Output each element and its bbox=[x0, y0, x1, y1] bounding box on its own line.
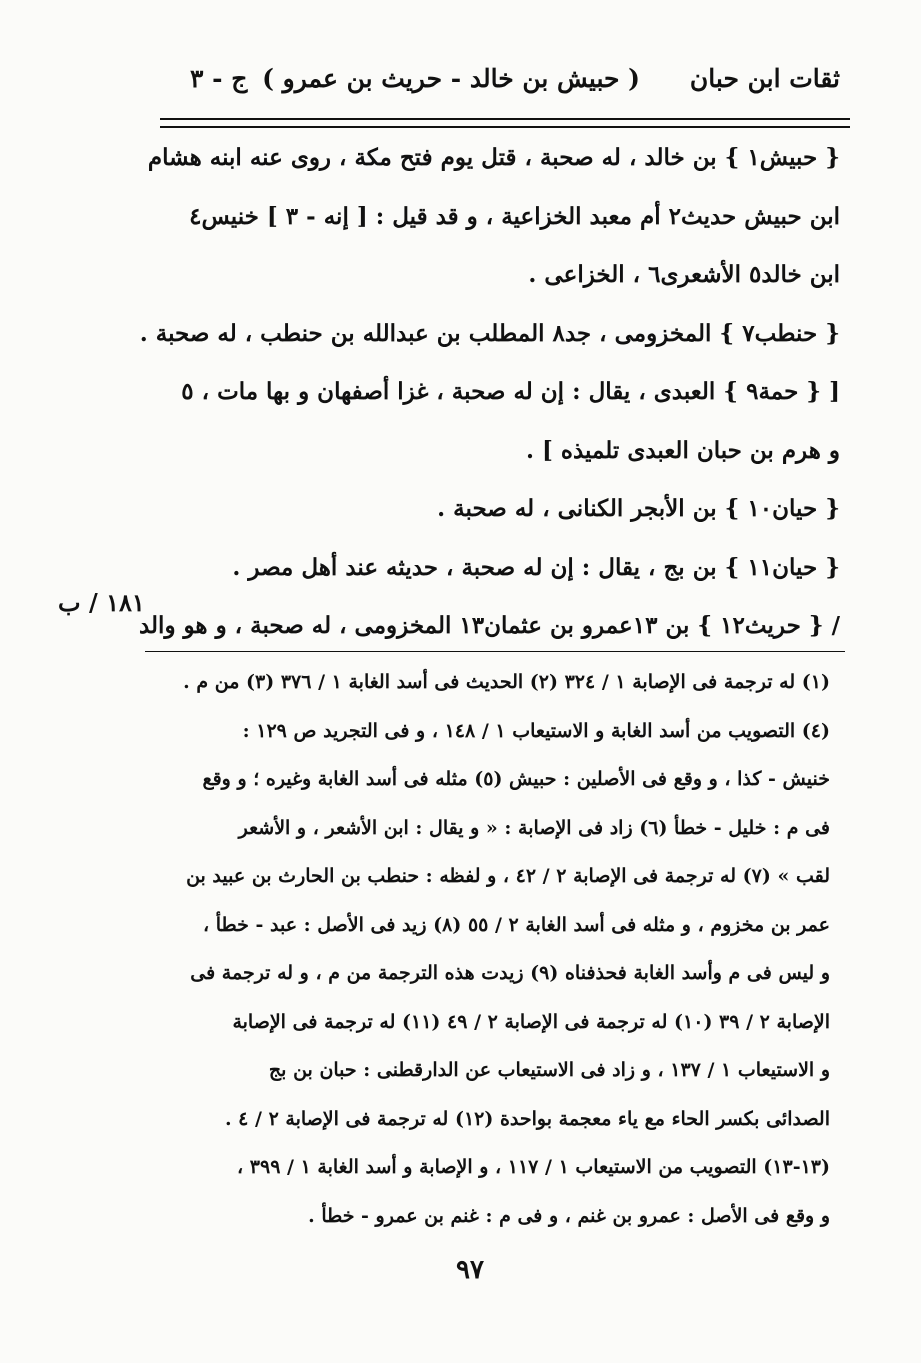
footnote-line: لقب » (٧) له ترجمة فى الإصابة ٢ / ٤٢ ، و لفظه : حنطب بن الحارث بن عبيد بن bbox=[186, 865, 830, 887]
footnote-line: (١٣-١٣) التصويب من الاستيعاب ١ / ١١٧ ، و الإصابة و أسد الغابة ١ / ٣٩٩ ، bbox=[237, 1156, 830, 1178]
footnote-line: الإصابة ٢ / ٣٩ (١٠) له ترجمة فى الإصابة ٢ / ٤٩ (١١) له ترجمة فى الإصابة bbox=[232, 1010, 830, 1033]
footnotes bbox=[160, 660, 830, 1242]
footnote-line: الصدائى بكسر الحاء مع ياء معجمة بواحدة (١٢) له ترجمة فى الإصابة ٢ / ٤ . bbox=[224, 1107, 830, 1130]
main-line: [ { حمة٩ } العبدى ، يقال : إن له صحبة ، غزا أصفهان و بها مات ، ٥ bbox=[181, 378, 840, 405]
footnote-line: خنيش - كذا ، و وقع فى الأصلين : حبيش (٥) مثله فى أسد الغابة وغيره ؛ و وقع bbox=[202, 768, 830, 790]
main-text bbox=[138, 132, 840, 659]
main-line: / { حريث١٢ } بن ١٣عمرو بن عثمان١٣ المخزومى ، له صحبة ، و هو والد bbox=[138, 612, 840, 639]
folio-marker: ١٨١ / ب bbox=[58, 588, 145, 617]
header-entry-range: ( حبيش بن خالد - حريث بن عمرو ) bbox=[262, 64, 640, 93]
main-line: { حيان١٠ } بن الأبجر الكنانى ، له صحبة . bbox=[437, 495, 840, 522]
main-line: و هرم بن حبان العبدى تلميذه ] . bbox=[526, 436, 840, 464]
main-line: { حبيش١ } بن خالد ، له صحبة ، قتل يوم فتح مكة ، روى عنه ابنه هشام bbox=[147, 144, 840, 171]
main-line: ابن حبيش حديث٢ أم معبد الخزاعية ، و قد قيل : [ إنه - ٣ ] خنيس٤ bbox=[189, 202, 840, 230]
page-number: ٩٧ bbox=[456, 1255, 484, 1285]
main-line: { حنطب٧ } المخزومى ، جد٨ المطلب بن عبدالله بن حنطب ، له صحبة . bbox=[139, 319, 840, 347]
footnote-line: (٤) التصويب من أسد الغابة و الاستيعاب ١ / ١٤٨ ، و فى التجريد ص ١٢٩ : bbox=[242, 719, 830, 742]
footnote-line: و ليس فى م وأسد الغابة فحذفناه (٩) زيدت هذه الترجمة من م ، و له ترجمة فى bbox=[190, 962, 830, 984]
running-header bbox=[160, 64, 850, 104]
main-line: { حيان١١ } بن بج ، يقال : إن له صحبة ، حديثه عند أهل مصر . bbox=[232, 553, 840, 581]
footnote-rule bbox=[145, 651, 845, 652]
main-line: ابن خالد٥ الأشعرى٦ ، الخزاعى . bbox=[528, 261, 840, 288]
header-volume: ج - ٣ bbox=[190, 64, 248, 93]
header-book-title: ثقات ابن حبان bbox=[689, 64, 840, 93]
header-double-rule bbox=[160, 118, 850, 128]
footnote-line: (١) له ترجمة فى الإصابة ١ / ٣٢٤ (٢) الحديث فى أسد الغابة ١ / ٣٧٦ (٣) من م . bbox=[183, 671, 830, 693]
footnote-line: فى م : خليل - خطأ (٦) زاد فى الإصابة : « و يقال : ابن الأشعر ، و الأشعر bbox=[238, 816, 830, 839]
footnote-line: عمر بن مخزوم ، و مثله فى أسد الغابة ٢ / ٥٥ (٨) زيد فى الأصل : عبد - خطأ ، bbox=[203, 913, 830, 936]
footnote-line: و الاستيعاب ١ / ١٣٧ ، و زاد فى الاستيعاب عن الدارقطنى : حبان بن بج bbox=[268, 1059, 830, 1081]
footnote-line: و وقع فى الأصل : عمرو بن غنم ، و فى م : غنم بن عمرو - خطأ . bbox=[308, 1204, 830, 1227]
